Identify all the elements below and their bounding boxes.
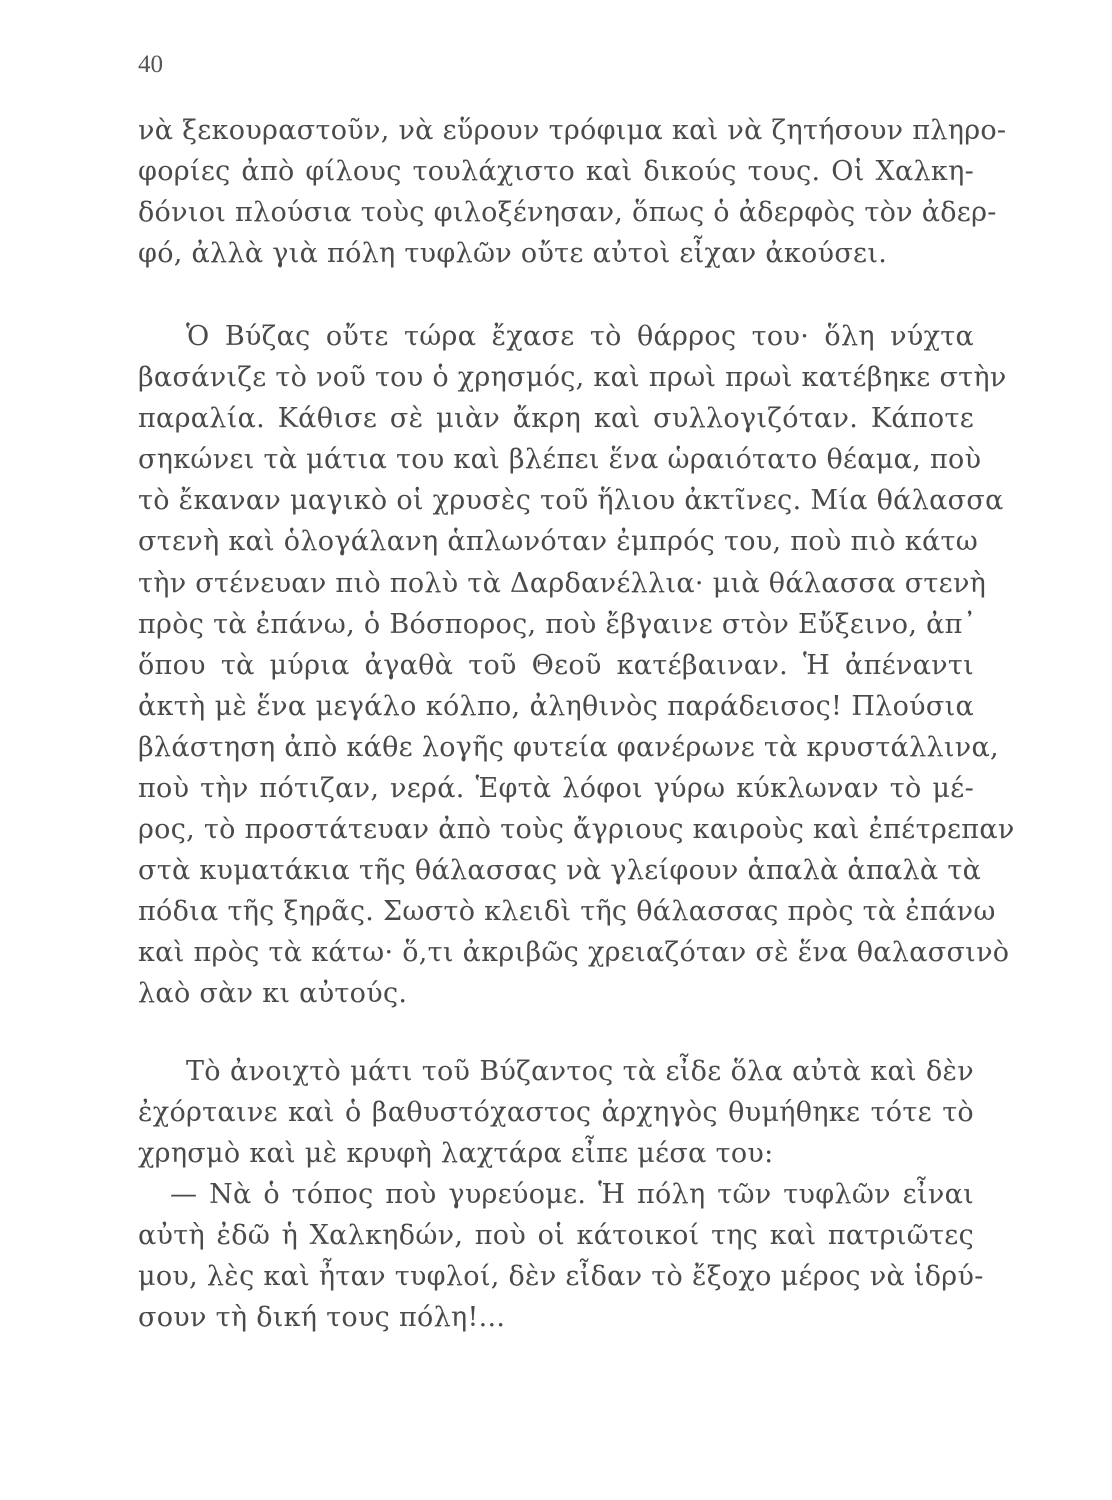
text-line: ρος, τὸ προστάτευαν ἀπὸ τοὺς ἄγριους καιροὺς καὶ ἐπέτρεπαν (138, 814, 1015, 845)
text-line: πόδια τῆς ξηρᾶς. Σωστὸ κλειδὶ τῆς θάλασσας πρὸς τὰ ἐπάνω (138, 896, 996, 927)
text-line: Τὸ ἀνοιχτὸ μάτι τοῦ Βύζαντος τὰ εἶδε ὅλα αὐτὰ καὶ δὲν (186, 1056, 974, 1087)
text-line: βασάνιζε τὸ νοῦ του ὁ χρησμός, καὶ πρωὶ πρωὶ κατέβηκε στὴν (138, 362, 1007, 393)
text-line: πρὸς τὰ ἐπάνω, ὁ Βόσπορος, ποὺ ἔβγαινε στὸν Εὔξεινο, ἀπ᾽ (138, 609, 977, 640)
page-number: 40 (138, 51, 163, 78)
text-line: ἀκτὴ μὲ ἕνα μεγάλο κόλπο, ἀληθινὸς παράδεισος! Πλούσια (138, 691, 974, 722)
text-line: στὰ κυματάκια τῆς θάλασσας νὰ γλείφουν ἁπαλὰ ἁπαλὰ τὰ (138, 855, 982, 886)
text-line: χρησμὸ καὶ μὲ κρυφὴ λαχτάρα εἶπε μέσα του: (138, 1138, 774, 1169)
text-line: βλάστηση ἀπὸ κάθε λογῆς φυτεία φανέρωνε τὰ κρυστάλλινα, (138, 732, 999, 763)
text-line: φό, ἀλλὰ γιὰ πόλη τυφλῶν οὔτε αὐτοὶ εἶχαν ἀκούσει. (138, 238, 888, 269)
text-line: φορίες ἀπὸ φίλους τουλάχιστο καὶ δικούς τους. Οἱ Χαλκη- (138, 156, 974, 187)
text-line: μου, λὲς καὶ ἦταν τυφλοί, δὲν εἶδαν τὸ ἔξοχο μέρος νὰ ἱδρύ- (138, 1261, 984, 1292)
text-line: στενὴ καὶ ὁλογάλανη ἁπλωνόταν ἐμπρός του, ποὺ πιὸ κάτω (138, 526, 979, 557)
text-line: τὸ ἔκαναν μαγικὸ οἱ χρυσὲς τοῦ ἥλιου ἀκτῖνες. Μία θάλασσα (138, 485, 1004, 516)
text-line: σηκώνει τὰ μάτια του καὶ βλέπει ἕνα ὡραιότατο θέαμα, ποὺ (138, 444, 982, 475)
text-line: σουν τὴ δική τους πόλη!... (138, 1302, 506, 1333)
text-line: αὐτὴ ἐδῶ ἡ Χαλκηδών, ποὺ οἱ κάτοικοί της καὶ πατριῶτες (138, 1220, 974, 1251)
text-line: — Νὰ ὁ τόπος ποὺ γυρεύομε. Ἡ πόλη τῶν τυφλῶν εἶναι (170, 1179, 974, 1210)
text-line: δόνιοι πλούσια τοὺς φιλοξένησαν, ὅπως ὁ ἀδερφὸς τὸν ἀδερ- (138, 197, 997, 228)
text-line: καὶ πρὸς τὰ κάτω· ὅ,τι ἀκριβῶς χρειαζόταν σὲ ἕνα θαλασσινὸ (138, 937, 1010, 968)
text-line: ἐχόρταινε καὶ ὁ βαθυστόχαστος ἀρχηγὸς θυμήθηκε τότε τὸ (138, 1097, 974, 1128)
text-line: λαὸ σὰν κι αὐτούς. (138, 978, 408, 1009)
text-line: τὴν στένευαν πιὸ πολὺ τὰ Δαρδανέλλια· μιὰ θάλασσα στενὴ (138, 568, 987, 599)
text-line: ποὺ τὴν πότιζαν, νερά. Ἑφτὰ λόφοι γύρω κύκλωναν τὸ μέ- (138, 773, 974, 804)
text-line: παραλία. Κάθισε σὲ μιὰν ἄκρη καὶ συλλογιζόταν. Κάποτε (138, 403, 974, 434)
text-line: Ὁ Βύζας οὔτε τώρα ἔχασε τὸ θάρρος του· ὅλη νύχτα (186, 321, 974, 352)
text-line: νὰ ξεκουραστοῦν, νὰ εὕρουν τρόφιμα καὶ νὰ ζητήσουν πληρο- (138, 115, 1007, 146)
text-line: ὅπου τὰ μύρια ἀγαθὰ τοῦ Θεοῦ κατέβαιναν. Ἡ ἀπέναντι (138, 650, 974, 681)
